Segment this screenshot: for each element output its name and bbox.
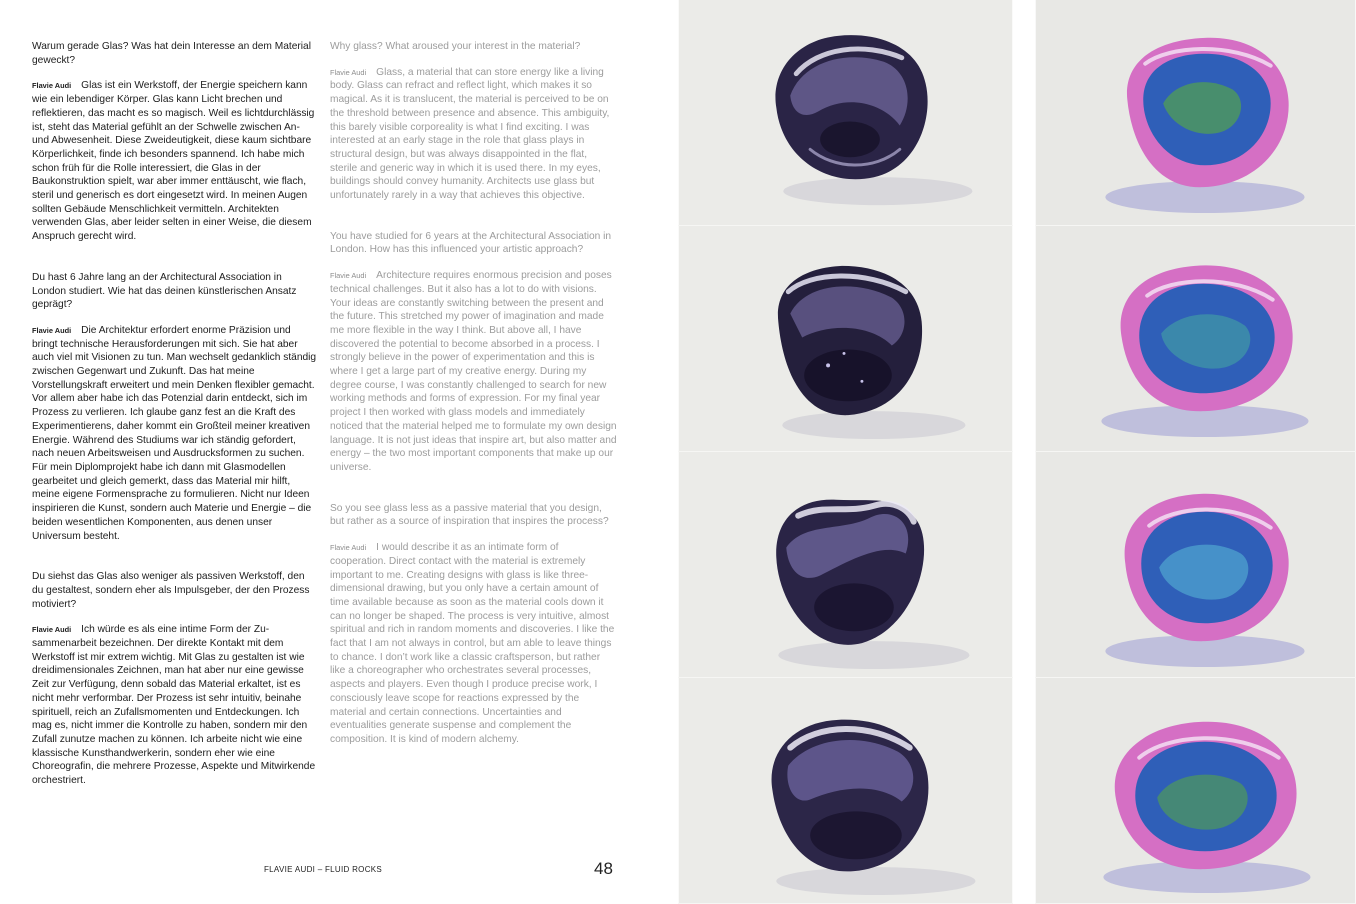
dark-glass-rock-icon <box>678 226 1013 451</box>
dark-glass-rock-icon <box>678 678 1013 903</box>
speaker-label: Flavie Audi <box>330 271 367 281</box>
iridescent-glass-rock-icon <box>1035 452 1356 677</box>
speaker-label: Flavie Audi <box>330 543 367 553</box>
answer-text: Glas ist ein Werkstoff, der Energie speichern kann wie ein lebendiger Körper. Glas kann Licht brechen und reflektieren, das macht es so magisch. Weil es lichtdurchlässig ist, steht das Material gefühlt an der Schwelle zwischen An- und Abwesenheit. Diese Zweideutigkeit, diese kaum sichtbare Körperlichkeit, finde ich besonders spannend. Ich habe mich schon früh für die Rolle interessiert, die Glas in der Baukonstruktion spielt, war aber immer enttäuscht, wie flach, steril und generisch es dort eingesetzt wird. In meinen Augen sollten Gebäude Menschlichkeit vermitteln. Architekten verwenden Glas, aber leider selten in einer Weise, die diesem Anspruch gerecht wird. <box>32 80 315 243</box>
dark-glass-photo-column <box>678 0 1013 904</box>
answer-3-de <box>32 623 317 787</box>
answer-2-de <box>32 324 317 543</box>
english-column <box>330 40 617 747</box>
answer-1-en <box>330 66 617 203</box>
iridescent-glass-rock-icon <box>1035 678 1356 903</box>
speaker-label: Flavie Audi <box>32 81 72 91</box>
dark-glass-rock-icon <box>678 452 1013 677</box>
answer-2-en <box>330 269 617 475</box>
glass-rock-photo <box>1035 452 1356 678</box>
page-number: 48 <box>594 859 613 878</box>
answer-text: Architecture requires enormous precision and poses technical challenges. But it also has a lot to do with visions. Your ideas are constantly switching between the present and the future. This stretched my power of imagination and made me more flexible in the way I think. But above all, I have discovered the potential to become absorbed in a process. I strongly believe in the power of experimentation and this is where I get a large part of my creative energy. During my degree course, I was constantly challenged to search for new working methods and forms of expression. For my final year project I then worked with glass models and immediately noticed that the material helped me to formulate my own design language. It is not just ideas that inspire art, but also matter and energy – the two most important components that make up our universe. <box>330 270 617 473</box>
speaker-label: Flavie Audi <box>32 625 72 635</box>
question-3-de: Du siehst das Glas also weniger als passiven Werkstoff, den du gestaltest, sondern eher als Impulsgeber, der den Prozess motiviert? <box>32 571 310 610</box>
iridescent-glass-rock-icon <box>1035 226 1356 451</box>
answer-1-de <box>32 79 317 243</box>
iridescent-glass-rock-icon <box>1035 0 1356 225</box>
glass-rock-photo <box>678 678 1013 904</box>
german-column <box>32 40 317 788</box>
dark-glass-rock-icon <box>678 0 1013 225</box>
iridescent-glass-photo-column <box>1035 0 1356 904</box>
answer-3-en <box>330 541 617 747</box>
question-3-en: So you see glass less as a passive material that you design, but rather as a source of inspiration that inspires the process? <box>330 502 609 528</box>
question-2-en: You have studied for 6 years at the Architectural Association in London. How has this influenced your artistic approach? <box>330 230 612 256</box>
speaker-label: Flavie Audi <box>32 325 72 335</box>
glass-rock-photo <box>678 226 1013 452</box>
answer-text: Die Architektur erfordert enorme Präzision und bringt technische Herausforderungen mit sich. Sie hat aber auch viel mit Visionen zu tun. Man wechselt gedanklich ständig zwischen Gegenwart und Zukunft. Das hat meine Vorstellungskraft erweitert und mein Denken flexibler gemacht. Vor allem aber habe ich das Potenzial darin entdeckt, sich im Prozess zu verlieren. Ich glaube ganz fest an die Kraft des Experimentierens, daher kommt ein Großteil meiner kreativen Energie. Während des Studiums war ich ständig gefordert, nach neuen Arbeitsweisen und Ausdrucksformen zu suchen. Für mein Diplomprojekt habe ich dann mit Glasmodellen gearbeitet und gleich gemerkt, dass das Material mir hilft, meine eigene Formensprache zu formulieren. Nicht nur Ideen inspirieren die Kunst, sondern auch Materie und Energie – die beiden wesentlichen Komponenten, aus denen unser Universum besteht. <box>32 324 317 542</box>
glass-rock-photo <box>1035 678 1356 904</box>
answer-text: Ich würde es als eine intime Form der Zusammenarbeit bezeichnen. Der direkte Kontakt mit dem Werkstoff ist mir extrem wichtig. Mit Glas zu gestalten ist wie dreidimensionales Zeichnen, man hat aber nur eine gewisse Zeit zur Verfügung, denn sobald das Material erkaltet, ist es nicht mehr verformbar. Der Prozess ist sehr intuitiv, beinahe spirituell, reich an Zufallsmomenten und Entdeckungen. Ich mag es, nicht immer die Kontrolle zu haben, sondern mir den Zufall zunutze machen zu können. Ich arbeite nicht wie eine klassische Kunsthandwerkerin, sondern eher wie eine Choreografin, die mehrere Prozesse, Aspekte und Mitwirkende orchestriert. <box>32 624 316 787</box>
glass-rock-photo <box>678 452 1013 678</box>
question-1-de: Warum gerade Glas? Was hat dein Interesse an dem Material geweckt? <box>32 41 311 66</box>
answer-text: Glass, a material that can store energy like a living body. Glass can refract and reflect light, which makes it so magical. As it is translucent, the material is perceived to be on the threshold between presence and absence. This ambiguity, this barely visible corporeality is what I find exciting. I was interested at an early stage in the role that glass plays in structural design, but was always disappointed in the flat, sterile and generic way in which it is used there. In my eyes, buildings should convey humanity. Architects use glass but unfortunately rarely in a way that achieves this objective. <box>330 66 610 202</box>
glass-rock-photo <box>1035 226 1356 452</box>
speaker-label: Flavie Audi <box>330 67 367 77</box>
glass-rock-photo <box>678 0 1013 226</box>
running-footer-title: FLAVIE AUDI – FLUID ROCKS <box>264 865 383 874</box>
answer-text: I would describe it as an intimate form of cooperation. Direct contact with the material is extremely important to me. Creating designs with glass is like three-dimensional drawing, but you only have a certain amount of time available because as soon as the material cools down it can no longer be shaped. The process is very intuitive, almost spiritual and rich in random moments and discoveries. I like the fact that I am not always in control, but am able to leave things to chance. I don’t work like a classic craftsperson, but rather like a choreographer who orchestrates several processes, aspects and players. Even though I produce precise work, I consciously leave scope for reactions expressed by the material and certain connections. Uncertainties and eventualities generate suspense and complement the composition. It is kind of modern alchemy. <box>330 542 615 745</box>
question-2-de: Du hast 6 Jahre lang an der Architectural Association in London studiert. Wie hat das deinen künstlerischen Ansatz geprägt? <box>32 271 297 311</box>
question-1-en: Why glass? What aroused your interest in the material? <box>330 41 581 52</box>
glass-rock-photo <box>1035 0 1356 226</box>
